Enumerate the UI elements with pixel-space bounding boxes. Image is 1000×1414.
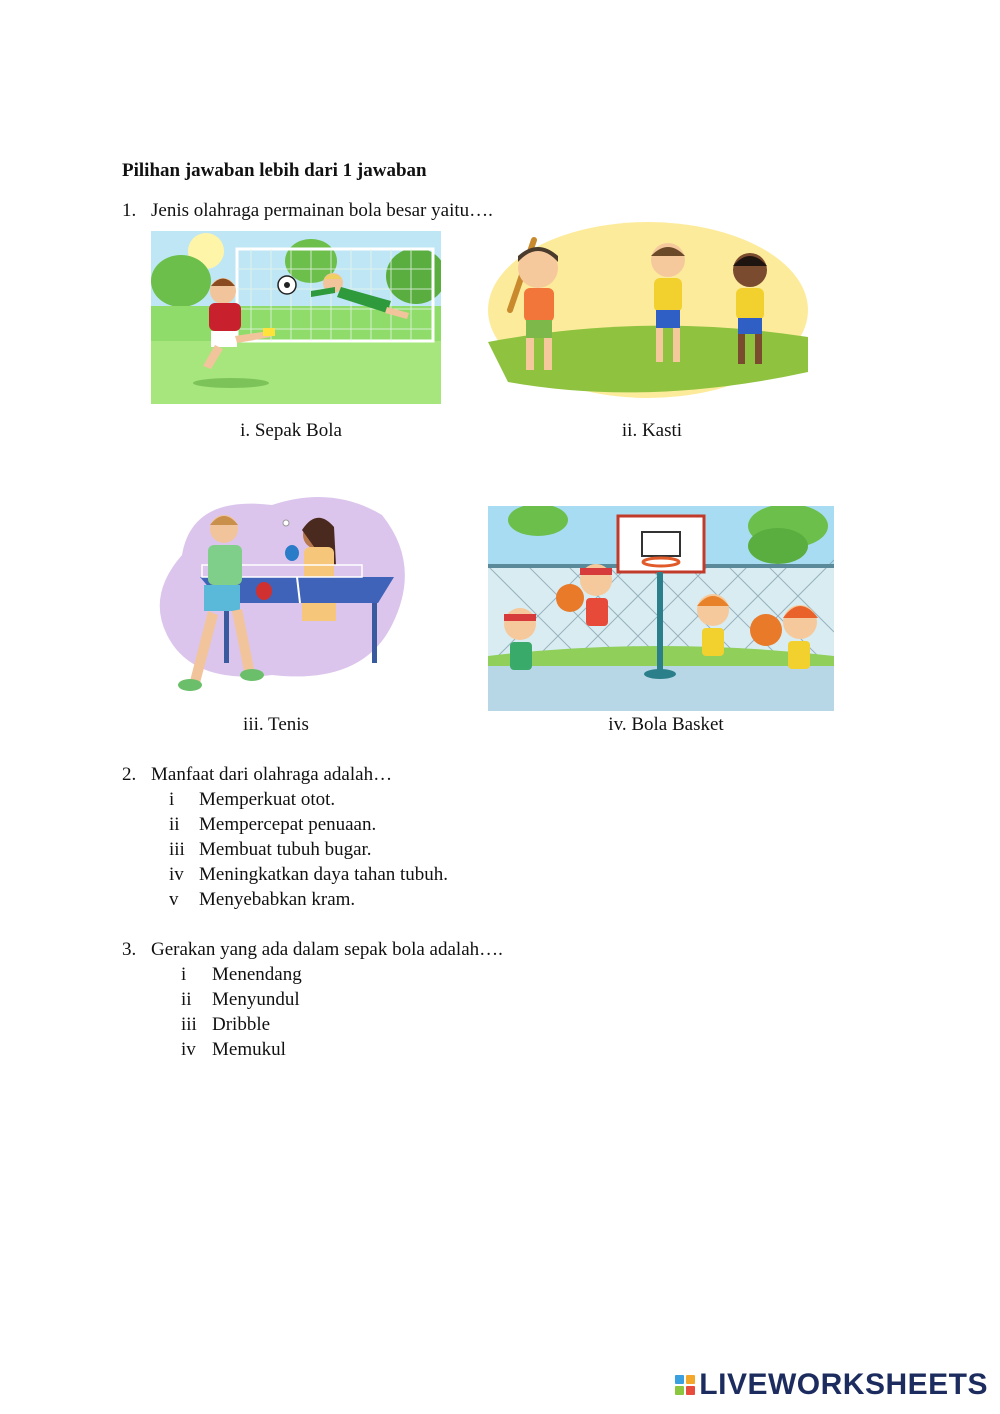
- question-text: Manfaat dari olahraga adalah…: [151, 764, 393, 785]
- question-2: [122, 763, 822, 787]
- option-text[interactable]: Membuat tubuh bugar.: [199, 839, 372, 860]
- option-numeral: iii: [169, 839, 185, 860]
- option-numeral: ii: [181, 989, 192, 1010]
- option-numeral: ii: [169, 814, 180, 835]
- table-tennis-illustration[interactable]: [152, 485, 410, 705]
- option-caption-iii: iii. Tenis: [243, 714, 309, 735]
- worksheet-heading: Pilihan jawaban lebih dari 1 jawaban: [122, 160, 427, 181]
- question-number: 1.: [122, 200, 137, 221]
- logo-icon: [675, 1375, 695, 1395]
- option-numeral: iv: [169, 864, 184, 885]
- option-text[interactable]: Memukul: [212, 1039, 286, 1060]
- option-text[interactable]: Menyundul: [212, 989, 300, 1010]
- option-caption-iv: iv. Bola Basket: [608, 714, 724, 735]
- option-text[interactable]: Memperkuat otot.: [199, 789, 336, 810]
- option-text[interactable]: Dribble: [212, 1014, 271, 1035]
- question-1: [122, 199, 822, 223]
- liveworksheets-logo[interactable]: [675, 1368, 988, 1402]
- question-text: Jenis olahraga permainan bola besar yaitu….: [151, 200, 493, 221]
- brand-name: LIVEWORKSHEETS: [699, 1368, 988, 1401]
- question-text: Gerakan yang ada dalam sepak bola adalah….: [151, 939, 503, 960]
- question-number: 3.: [122, 939, 137, 960]
- option-caption-ii: ii. Kasti: [621, 420, 683, 441]
- option-numeral: v: [169, 889, 179, 910]
- basketball-illustration[interactable]: [488, 506, 834, 711]
- question-3: [122, 938, 822, 962]
- option-text[interactable]: Menendang: [212, 964, 302, 985]
- option-text[interactable]: Mempercepat penuaan.: [199, 814, 377, 835]
- soccer-illustration[interactable]: [151, 231, 441, 404]
- option-text[interactable]: Menyebabkan kram.: [199, 889, 356, 910]
- option-numeral: iv: [181, 1039, 196, 1060]
- option-numeral: iii: [181, 1014, 197, 1035]
- kasti-illustration[interactable]: [488, 222, 808, 402]
- option-caption-i: i. Sepak Bola: [240, 420, 342, 441]
- option-text[interactable]: Meningkatkan daya tahan tubuh.: [199, 864, 449, 885]
- question-number: 2.: [122, 764, 137, 785]
- option-numeral: i: [181, 964, 187, 985]
- option-numeral: i: [169, 789, 175, 810]
